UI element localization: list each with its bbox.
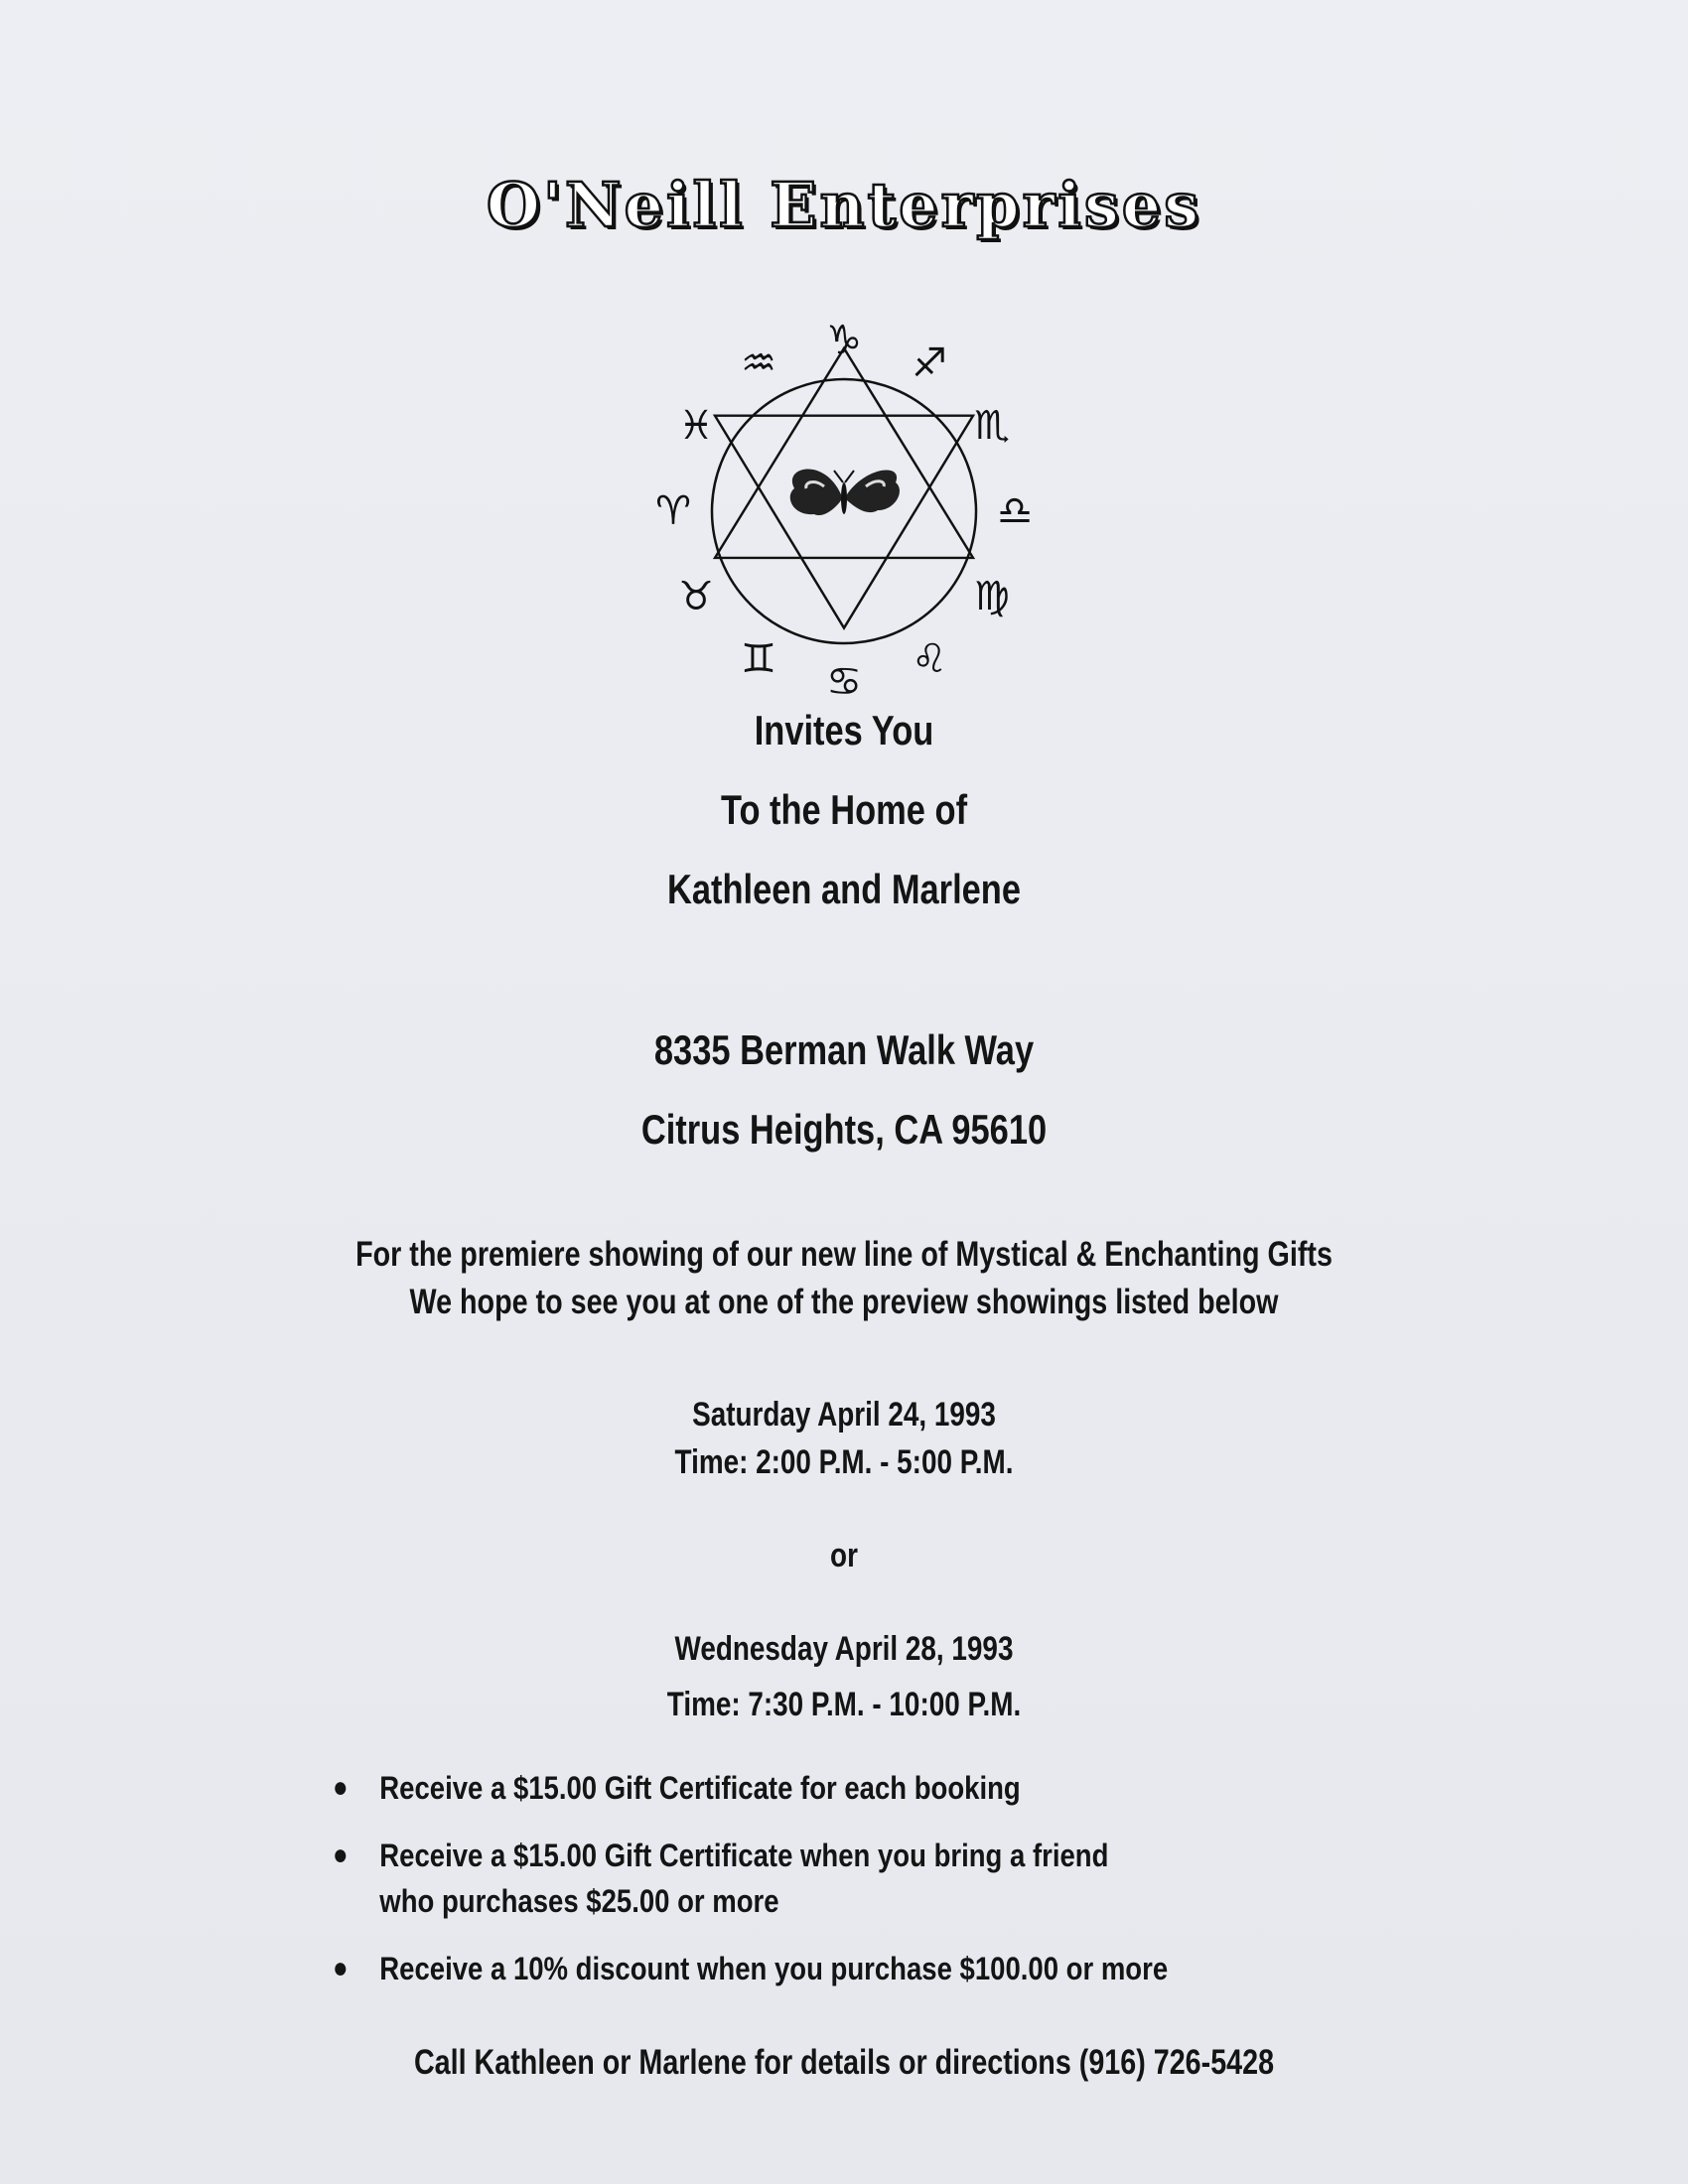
cancer-glyph-icon: ♋ bbox=[826, 659, 862, 705]
capricorn-glyph-icon: ♑ bbox=[826, 318, 862, 363]
gemini-glyph-icon: ♊ bbox=[741, 635, 776, 682]
invite-line-3: Kathleen and Marlene bbox=[667, 866, 1021, 912]
zodiac-wheel-icon bbox=[635, 303, 1053, 705]
zodiac-emblem bbox=[635, 303, 1053, 705]
offer-text: Receive a $15.00 Gift Certificate when you bring a friend who purchases $25.00 or more bbox=[379, 1838, 1109, 1919]
intro-line-2: We hope to see you at one of the preview showings listed below bbox=[409, 1283, 1279, 1321]
showing-1-time: Time: 2:00 P.M. - 5:00 P.M. bbox=[674, 1443, 1014, 1481]
libra-glyph-icon: ♎ bbox=[997, 488, 1033, 534]
showing-2-date: Wednesday April 28, 1993 bbox=[674, 1630, 1014, 1668]
pisces-glyph-icon: ♓ bbox=[678, 403, 714, 449]
showing-2-time: Time: 7:30 P.M. - 10:00 P.M. bbox=[666, 1686, 1022, 1723]
aquarius-glyph-icon: ♒ bbox=[741, 341, 776, 387]
scorpio-glyph-icon: ♏ bbox=[974, 403, 1010, 449]
bullet-icon: ● bbox=[333, 1771, 349, 1804]
contact-line: Call Kathleen or Marlene for details or directions (916) 726-5428 bbox=[413, 2043, 1275, 2082]
taurus-glyph-icon: ♉ bbox=[678, 574, 714, 619]
sagittarius-glyph-icon: ♐ bbox=[912, 341, 947, 387]
showing-1-date: Saturday April 24, 1993 bbox=[692, 1396, 996, 1433]
address-city: Citrus Heights, CA 95610 bbox=[640, 1106, 1048, 1153]
offers-list bbox=[333, 1765, 1425, 2013]
leo-glyph-icon: ♌ bbox=[912, 635, 947, 682]
bullet-icon: ● bbox=[333, 1952, 349, 1984]
invite-line-2: To the Home of bbox=[720, 786, 968, 833]
company-title: O'Neill Enterprises bbox=[486, 169, 1202, 241]
offer-text: Receive a $15.00 Gift Certificate for each booking bbox=[379, 1770, 1021, 1806]
offer-text: Receive a 10% discount when you purchase $100.00 or more bbox=[379, 1951, 1169, 1986]
list-item bbox=[333, 1765, 1272, 1811]
invite-line-1: Invites You bbox=[754, 707, 934, 753]
intro-line-1: For the premiere showing of our new line of Mystical & Enchanting Gifts bbox=[355, 1235, 1333, 1274]
butterfly-icon bbox=[790, 469, 900, 515]
list-item bbox=[333, 1946, 1272, 1991]
bullet-icon: ● bbox=[333, 1839, 349, 1871]
address-street: 8335 Berman Walk Way bbox=[653, 1026, 1035, 1073]
list-item bbox=[333, 1833, 1272, 1924]
showing-separator: or bbox=[830, 1537, 858, 1574]
aries-glyph-icon: ♈ bbox=[655, 488, 691, 534]
virgo-glyph-icon: ♍ bbox=[974, 574, 1010, 619]
